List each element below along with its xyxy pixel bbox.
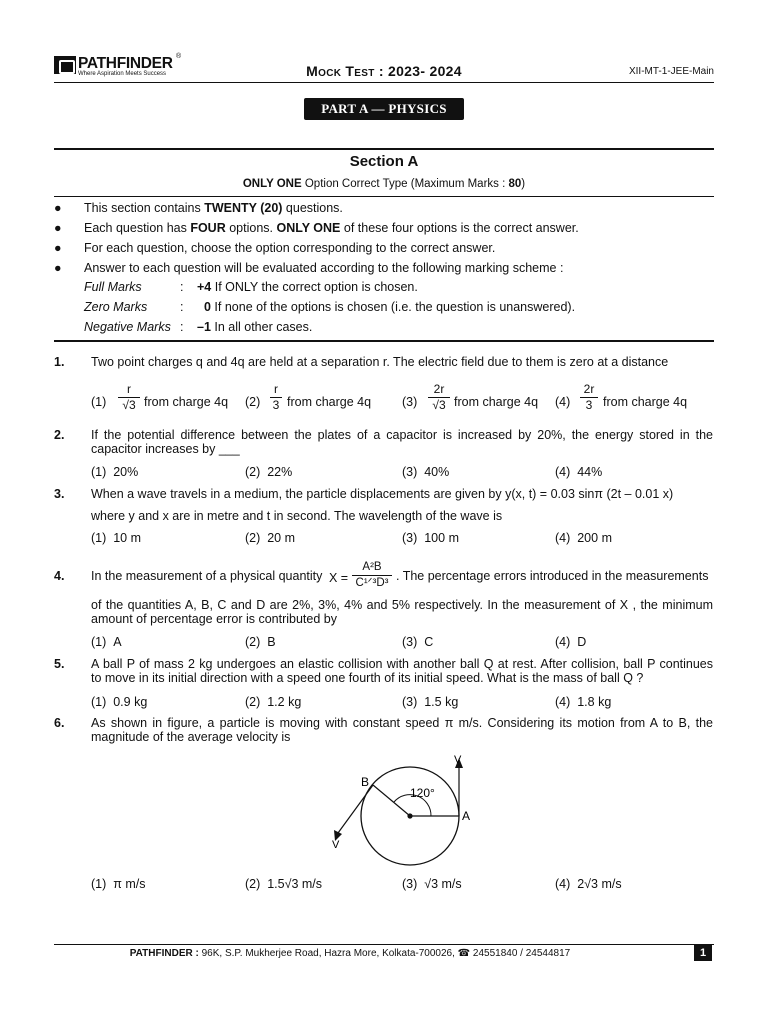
option-label — [402, 877, 462, 891]
page-number: 1 — [694, 945, 712, 961]
footer-address — [0, 948, 700, 959]
fraction-denominator: √3 — [432, 398, 446, 412]
option-label — [555, 465, 602, 479]
radius-ob — [373, 785, 410, 816]
bullet-icon: ● — [54, 221, 62, 235]
question-text: A ball P of mass 2 kg undergoes an elastic collision with another ball Q at rest. After collision, ball P continues — [91, 657, 713, 671]
option-label — [91, 695, 147, 709]
option-text: from charge 4q — [144, 395, 229, 409]
section-sub-mid: Option Correct Type (Maximum Marks : — [301, 178, 509, 190]
option-text: C — [424, 635, 434, 649]
point-b-label: B — [361, 775, 370, 789]
formula-fraction — [352, 561, 392, 590]
option-label — [91, 635, 122, 649]
option-label — [245, 531, 295, 545]
marking-score: +4 — [197, 280, 212, 294]
option-text: 1.5√3 m/s — [267, 877, 323, 891]
footer-text: 96K, S.P. Mukherjee Road, Hazra More, Kolkata-700026, ☎ 24551840 / 24544817 — [198, 948, 571, 959]
marking-label: Zero Marks — [84, 300, 148, 314]
question-number: 3. — [54, 487, 65, 501]
instruction-4: Answer to each question will be evaluated according to the following marking scheme : — [84, 261, 564, 275]
instruction-text: of these four options is the correct answer. — [340, 221, 579, 235]
option-text: 10 m — [113, 531, 142, 545]
option-number: (4) — [555, 531, 571, 545]
circular-motion-figure — [320, 748, 490, 873]
option-number: (1) — [91, 531, 107, 545]
fraction-denominator: 3 — [585, 398, 593, 412]
marking-score: 0 — [204, 300, 211, 314]
question-text: . The percentage errors introduced in the measurements — [396, 569, 709, 583]
option-label — [402, 465, 449, 479]
question-number: 4. — [54, 569, 65, 583]
marking-text: If ONLY the correct option is chosen. — [211, 280, 418, 294]
marking-label: Full Marks — [84, 280, 142, 294]
marking-score: –1 — [197, 320, 211, 334]
option-label — [245, 877, 322, 891]
question-number: 2. — [54, 428, 65, 442]
option-text: √3 m/s — [424, 877, 462, 891]
instruction-text: options. — [225, 221, 277, 235]
question-text: of the quantities A, B, C and D are 2%, 3%, 4% and 5% respectively. In the measurement of X , the minimum — [91, 598, 713, 612]
instruction-text: questions. — [282, 201, 343, 215]
option-label — [245, 695, 301, 709]
velocity-b-label: V — [332, 839, 340, 851]
instruction-3: For each question, choose the option corresponding to the correct answer. — [84, 241, 496, 255]
fraction-denominator: 3 — [272, 398, 280, 412]
option-number: (2) — [245, 395, 261, 409]
velocity-a-label: V — [454, 754, 462, 766]
option-label — [555, 531, 612, 545]
option-number: (4) — [555, 465, 571, 479]
section-sub-marks: 80 — [508, 178, 522, 190]
section-mid-rule — [54, 196, 714, 197]
option-number: (3) — [402, 877, 418, 891]
option-number: (3) — [402, 695, 418, 709]
velocity-b-arrow — [338, 785, 373, 833]
option-number: (3) — [402, 465, 418, 479]
option-number: (2) — [245, 635, 261, 649]
option-text: 22% — [267, 465, 293, 479]
instruction-text: Each question has — [84, 221, 191, 235]
instructions-bottom-rule — [54, 340, 714, 342]
option-text: 1.5 kg — [424, 695, 459, 709]
marking-text: If none of the options is chosen (i.e. the question is unanswered). — [210, 300, 576, 314]
option-label — [245, 635, 276, 649]
option-label — [555, 695, 611, 709]
section-top-rule — [54, 148, 714, 150]
instruction-1 — [84, 201, 343, 215]
option-number: (4) — [555, 695, 571, 709]
option-number: (1) — [91, 635, 107, 649]
option-text: 44% — [577, 465, 603, 479]
footer-brand: PATHFINDER : — [129, 948, 199, 959]
option-text: B — [267, 635, 276, 649]
option-number: (2) — [245, 465, 261, 479]
option-fraction — [580, 383, 598, 412]
option-label — [555, 635, 586, 649]
question-text: When a wave travels in a medium, the particle displacements are given by y(x, t) = 0.03 sinπ (2t – 0.01 x) — [91, 487, 674, 501]
test-code: XII-MT-1-JEE-Main — [628, 66, 714, 77]
fraction-numerator: A²B — [362, 561, 382, 573]
mock-label: Mock Test — [306, 63, 375, 79]
option-text: 0.9 kg — [113, 695, 148, 709]
question-text: If the potential difference between the plates of a capacitor is increased by 20%, the energy stored in the — [91, 428, 713, 442]
question-number: 1. — [54, 355, 65, 369]
option-text: 1.8 kg — [577, 695, 612, 709]
angle-label: 120° — [410, 786, 435, 800]
question-text: As shown in figure, a particle is moving with constant speed π m/s. Considering its motion from A to B, the — [91, 716, 713, 730]
question-text: amount of percentage error is contributed by — [91, 612, 337, 626]
option-fraction — [428, 383, 450, 412]
formula-lhs: X = — [329, 571, 349, 585]
instruction-bold: FOUR — [190, 221, 226, 235]
option-number: (4) — [555, 877, 571, 891]
option-label — [402, 695, 458, 709]
fraction-denominator: √3 — [122, 398, 136, 412]
option-text: 20 m — [267, 531, 296, 545]
option-number: (1) — [91, 395, 107, 409]
fraction-numerator: r — [274, 382, 278, 396]
fraction-numerator: 2r — [583, 382, 595, 396]
option-text: from charge 4q — [603, 395, 688, 409]
option-label — [91, 531, 141, 545]
point-a-label: A — [462, 809, 471, 823]
option-label — [402, 531, 459, 545]
section-sub-end: ) — [521, 178, 526, 190]
option-label — [245, 465, 292, 479]
instruction-2 — [84, 221, 579, 235]
option-text: 200 m — [577, 531, 612, 545]
question-text: capacitor increases by ___ — [91, 442, 240, 456]
mock-year: : 2023- 2024 — [378, 63, 462, 79]
option-label — [91, 465, 138, 479]
option-text: D — [577, 635, 587, 649]
marking-text: In all other cases. — [210, 320, 313, 334]
question-number: 6. — [54, 716, 65, 730]
header-divider — [54, 82, 714, 83]
option-label — [402, 635, 433, 649]
logo-tagline: Where Aspiration Meets Success — [78, 71, 167, 77]
option-number: (1) — [91, 465, 107, 479]
marking-label: Negative Marks — [84, 320, 171, 334]
instruction-bold: ONLY ONE — [276, 221, 341, 235]
section-sub-bold: ONLY ONE — [242, 178, 302, 190]
instruction-text: This section contains — [84, 201, 205, 215]
option-text: A — [113, 635, 122, 649]
option-label — [555, 877, 622, 891]
option-label — [91, 877, 145, 891]
option-number: (1) — [91, 877, 107, 891]
option-text: π m/s — [113, 877, 146, 891]
section-title: Section A — [349, 153, 419, 170]
marking-value — [197, 280, 418, 294]
option-number: (3) — [402, 395, 418, 409]
option-fraction — [118, 383, 140, 412]
bullet-icon: ● — [54, 261, 62, 275]
option-number: (3) — [402, 635, 418, 649]
question-text: magnitude of the average velocity is — [91, 730, 291, 744]
option-text: 2√3 m/s — [577, 877, 622, 891]
option-text: 20% — [113, 465, 139, 479]
question-number: 5. — [54, 657, 65, 671]
option-fraction — [270, 383, 282, 412]
marking-value — [197, 300, 575, 314]
marking-colon: : — [180, 280, 184, 294]
footer-divider — [54, 944, 714, 945]
fraction-denominator: C¹ᐟ³D³ — [355, 577, 389, 589]
registered-icon: ® — [176, 53, 182, 60]
question-text: Two point charges q and 4q are held at a separation r. The electric field due to them is zero at a distance — [91, 355, 669, 369]
option-text: from charge 4q — [454, 395, 539, 409]
fraction-numerator: 2r — [433, 382, 445, 396]
section-subtitle — [0, 178, 768, 190]
option-text: 40% — [424, 465, 450, 479]
option-number: (1) — [91, 695, 107, 709]
marking-colon: : — [180, 300, 184, 314]
option-number: (4) — [555, 635, 571, 649]
fraction-numerator: r — [127, 382, 131, 396]
option-number: (3) — [402, 531, 418, 545]
marking-colon: : — [180, 320, 184, 334]
option-text: 100 m — [424, 531, 459, 545]
option-text: from charge 4q — [287, 395, 372, 409]
instruction-bold: TWENTY (20) — [204, 201, 283, 215]
option-number: (2) — [245, 695, 261, 709]
question-text: In the measurement of a physical quantity — [91, 569, 323, 583]
marking-value — [197, 320, 312, 334]
question-text: to move in its initial direction with a speed one fourth of its initial speed. What is the mass of ball Q ? — [91, 671, 644, 685]
option-number: (4) — [555, 395, 571, 409]
option-text: 1.2 kg — [267, 695, 302, 709]
bullet-icon: ● — [54, 201, 62, 215]
option-number: (2) — [245, 877, 261, 891]
logo-text: PATHFINDER — [78, 55, 173, 72]
option-number: (2) — [245, 531, 261, 545]
part-banner: PART A — PHYSICS — [304, 98, 464, 120]
bullet-icon: ● — [54, 241, 62, 255]
question-text: where y and x are in metre and t in second. The wavelength of the wave is — [91, 509, 503, 523]
